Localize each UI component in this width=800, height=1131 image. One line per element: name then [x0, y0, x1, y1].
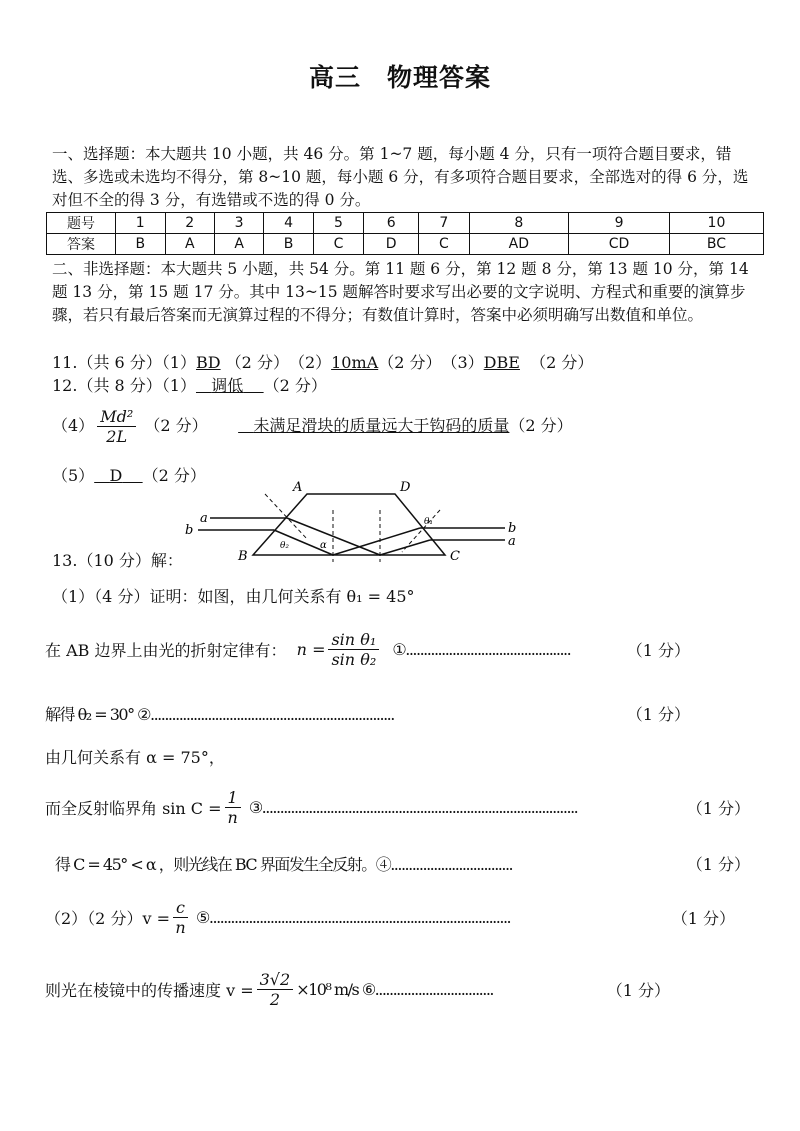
label-D: D — [400, 480, 411, 495]
q12-s5: （2 分） — [142, 466, 206, 485]
question-number-cell: 4 — [264, 213, 314, 234]
question-number-cell: 5 — [313, 213, 363, 234]
question-number-cell: 3 — [214, 213, 263, 234]
section-2-instructions: 二、非选择题：本大题共 5 小题，共 54 分。第 11 题 6 分，第 12 题 8 分，第 13 题 10 分，第 14 题 13 分，第 15 题 17 分。其中 13~15 题解答时要求写出必要的文字说明、方程式和重要的演算步骤，若只有最后答案而无演算过程的不得分；有数值计算时，答案中必须明确写出数值和单位。 — [52, 260, 749, 324]
text: 得 C = 45° < α ，则光线在 BC 界面发生全反射。④.................................. — [55, 855, 513, 874]
q12-prefix: 12.（共 8 分）（1） — [52, 376, 196, 395]
q13-line-6 — [55, 852, 750, 875]
q11-s2: （2 分） （3） — [378, 353, 484, 372]
question-number-cell: 10 — [669, 213, 763, 234]
denominator: n — [227, 808, 238, 827]
q11-a3: DBE — [483, 353, 520, 372]
ray-a-refracted — [287, 518, 380, 555]
score: （1 分） — [686, 799, 750, 818]
q12-a1: 调低 — [211, 376, 244, 395]
answer-table — [46, 212, 764, 255]
q13-line-4: 由几何关系有 α = 75°， — [45, 748, 225, 767]
q12-p4: （4） — [52, 416, 95, 435]
text: 解得 θ₂ = 30° ②.................................................................... — [45, 705, 394, 724]
q11-s3: （2 分） — [530, 353, 594, 372]
text: ③........................................................................................ — [248, 798, 578, 817]
section-1-instructions: 一、选择题：本大题共 10 小题，共 46 分。第 1~7 题，每小题 4 分，只有一项符合题目要求，错选、多选或未选均不得分，第 8~10 题，每小题 6 分，有多项符合题目要求，全部选对的得 6 分，选对但不全的得 3 分，有选错或不选的得 0 分。 — [52, 145, 749, 209]
score: （1 分） — [606, 981, 670, 1000]
question-number-cell: 8 — [469, 213, 569, 234]
answer-cell: C — [313, 234, 363, 255]
table-row — [47, 234, 764, 255]
text: n = — [296, 640, 326, 659]
denominator: n — [175, 918, 186, 937]
q13-line-5 — [45, 788, 750, 827]
label-b-in: b — [185, 523, 194, 538]
q12-a4: 未满足滑块的质量远大于钩码的质量 — [253, 416, 510, 435]
label-b-out: b — [508, 521, 517, 536]
fraction — [257, 970, 294, 1009]
answer-cell: B — [264, 234, 314, 255]
q12-s1: （2 分） — [263, 376, 327, 395]
text: 在 AB 边界上由光的折射定律有： — [45, 641, 287, 660]
fraction — [97, 407, 136, 446]
label-alpha: α — [320, 540, 327, 551]
text: （2）（2 分）v = — [45, 909, 170, 928]
numerator: sin θ₁ — [328, 630, 379, 650]
q11-a1: BD — [195, 353, 221, 372]
question-number-cell: 9 — [569, 213, 670, 234]
answer-cell: A — [214, 234, 263, 255]
numerator: 1 — [225, 788, 241, 808]
score: （1 分） — [626, 641, 690, 660]
question-number-cell: 7 — [419, 213, 469, 234]
score: （1 分） — [671, 909, 735, 928]
question-number-cell: 6 — [364, 213, 419, 234]
label-a-in: a — [200, 511, 208, 526]
prism-diagram — [170, 480, 530, 565]
fraction — [225, 788, 241, 827]
q11-prefix: 11.（共 6 分）（1） — [52, 353, 196, 372]
answer-cell: C — [419, 234, 469, 255]
label-B: B — [238, 549, 248, 564]
text: ×10⁸ m/s ⑥................................. — [296, 980, 493, 999]
answer-cell: B — [116, 234, 166, 255]
fraction — [173, 898, 188, 937]
page-title: 高三 物理答案 — [308, 63, 491, 92]
denominator: 2L — [106, 427, 128, 446]
q13-line-8 — [45, 970, 670, 1009]
text: 则光在棱镜中的传播速度 v = — [45, 981, 254, 1000]
q12-answer-1 — [52, 373, 327, 396]
denominator: 2 — [269, 990, 280, 1009]
q12-s4b: （2 分） — [509, 416, 573, 435]
q12-a5: D — [109, 466, 123, 485]
answer-cell: A — [165, 234, 214, 255]
answer-cell: AD — [469, 234, 569, 255]
ray-a-reflected — [380, 540, 430, 555]
q13-line-1: （1）（4 分）证明：如图，由几何关系有 θ₁ = 45° — [52, 587, 415, 606]
q11-answer — [52, 350, 593, 373]
q11-a2: 10mA — [331, 353, 379, 372]
label-theta1: θ₁ — [424, 517, 434, 527]
q11-s1: （2 分） （2） — [225, 353, 332, 372]
answer-cell: BC — [669, 234, 763, 255]
text: ①.............................................. — [392, 640, 571, 659]
q13-line-2 — [45, 630, 690, 669]
numerator: 3√2 — [257, 970, 294, 990]
table-row — [47, 213, 764, 234]
normal-dc — [402, 510, 440, 552]
label-a-out: a — [508, 534, 516, 549]
score: （1 分） — [686, 855, 750, 874]
q13-heading: 13.（10 分）解： — [52, 551, 183, 570]
label-theta2: θ₂ — [280, 541, 290, 551]
q13-line-3 — [45, 702, 690, 725]
question-number-cell: 2 — [165, 213, 214, 234]
row-label: 答案 — [47, 234, 116, 255]
q12-answer-4 — [52, 407, 573, 446]
q12-s4: （2 分） — [144, 416, 208, 435]
row-label: 题号 — [47, 213, 116, 234]
label-C: C — [450, 549, 460, 564]
text: 而全反射临界角 sin C = — [45, 799, 222, 818]
numerator: c — [173, 898, 188, 918]
answer-cell: CD — [569, 234, 670, 255]
q12-p5: （5） — [52, 466, 95, 485]
q13-line-7 — [45, 898, 735, 937]
question-number-cell: 1 — [116, 213, 166, 234]
score: （1 分） — [626, 705, 690, 724]
answer-cell: D — [364, 234, 419, 255]
denominator: sin θ₂ — [331, 650, 377, 669]
text: ⑤.................................................................................... — [196, 908, 511, 927]
numerator: Md² — [97, 407, 136, 427]
fraction — [328, 630, 379, 669]
label-A: A — [293, 480, 303, 495]
